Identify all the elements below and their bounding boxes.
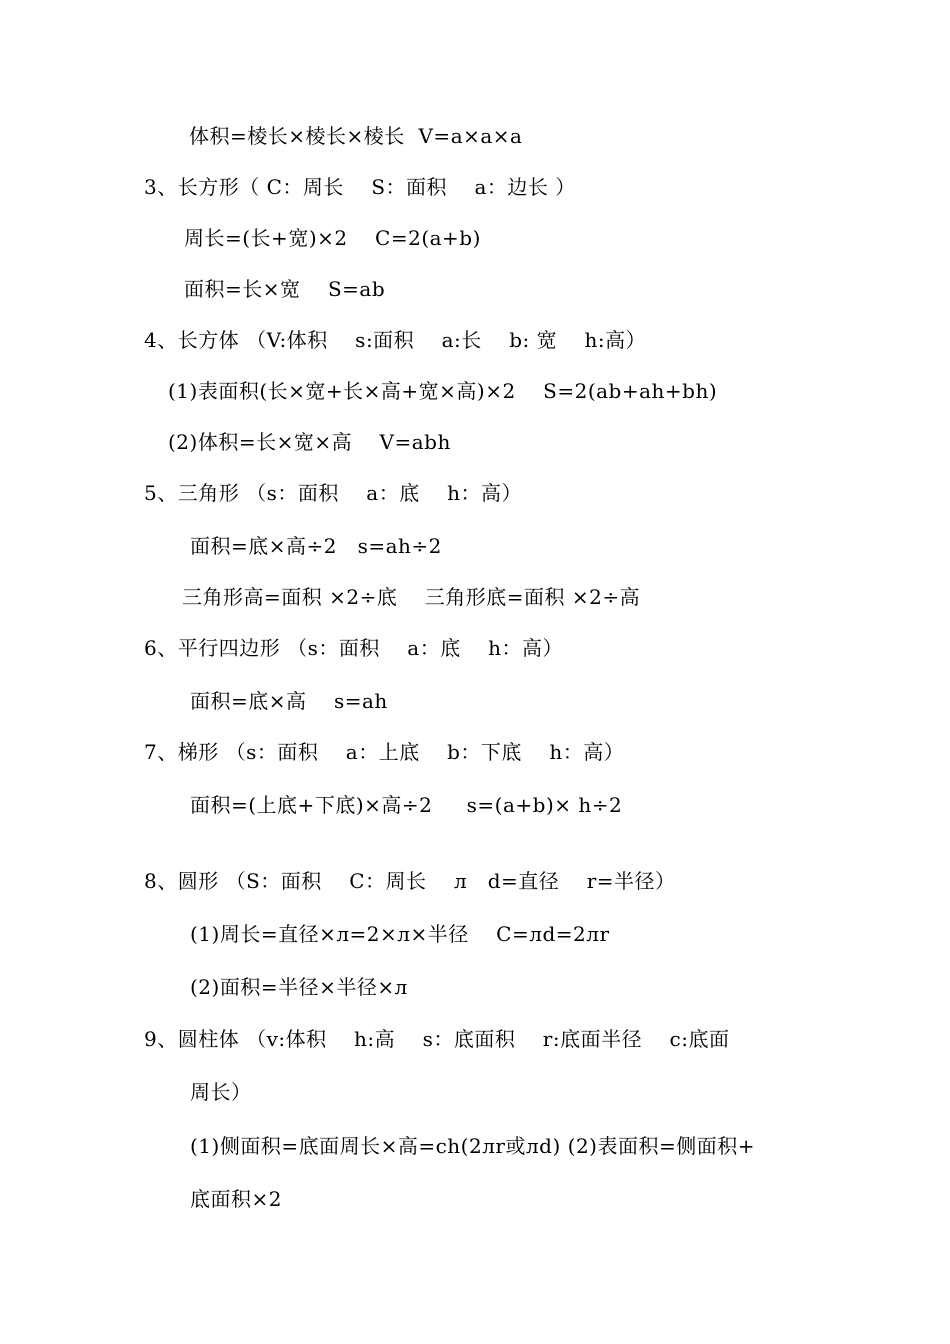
formula-cuboid-surface-area: (1)表面积(长×宽+长×高+宽×高)×2 S=2(ab+ah+bh) [168, 379, 718, 403]
heading-circle: 8、圆形 （S：面积 C：周长 л d=直径 r=半径） [144, 869, 676, 893]
formula-cube-volume: 体积=棱长×棱长×棱长 V=a×a×a [189, 124, 523, 148]
formula-cuboid-volume: (2)体积=长×宽×高 V=abh [168, 430, 451, 454]
formula-circle-perimeter: (1)周长=直径×л=2×л×半径 C=лd=2лr [190, 922, 610, 946]
formula-cylinder-surface-continued: 底面积×2 [190, 1187, 282, 1211]
heading-trapezoid: 7、梯形 （s：面积 a：上底 b：下底 h：高） [144, 740, 625, 764]
formula-triangle-height-base: 三角形高=面积 ×2÷底 三角形底=面积 ×2÷高 [182, 585, 641, 609]
heading-cylinder-continued: 周长） [190, 1080, 252, 1104]
formula-trapezoid-area: 面积=(上底+下底)×高÷2 s=(a+b)× h÷2 [190, 793, 623, 817]
heading-cylinder: 9、圆柱体 （v:体积 h:高 s：底面积 r:底面半径 c:底面 [144, 1027, 730, 1051]
heading-cuboid: 4、长方体 （V:体积 s:面积 a:长 b: 宽 h:高） [144, 328, 647, 352]
formula-circle-area: (2)面积=半径×半径×л [190, 975, 408, 999]
formula-cylinder-lateral-surface: (1)侧面积=底面周长×高=ch(2лr或лd) (2)表面积=侧面积+ [190, 1134, 755, 1158]
formula-rectangle-perimeter: 周长=(长+宽)×2 C=2(a+b) [184, 226, 481, 250]
formula-triangle-area: 面积=底×高÷2 s=ah÷2 [190, 534, 442, 558]
heading-rectangle: 3、长方形（ C：周长 S：面积 a：边长 ） [144, 175, 576, 199]
formula-rectangle-area: 面积=长×宽 S=ab [184, 277, 386, 301]
heading-parallelogram: 6、平行四边形 （s：面积 a：底 h：高） [144, 636, 564, 660]
formula-parallelogram-area: 面积=底×高 s=ah [190, 689, 388, 713]
heading-triangle: 5、三角形 （s：面积 a：底 h：高） [144, 481, 523, 505]
